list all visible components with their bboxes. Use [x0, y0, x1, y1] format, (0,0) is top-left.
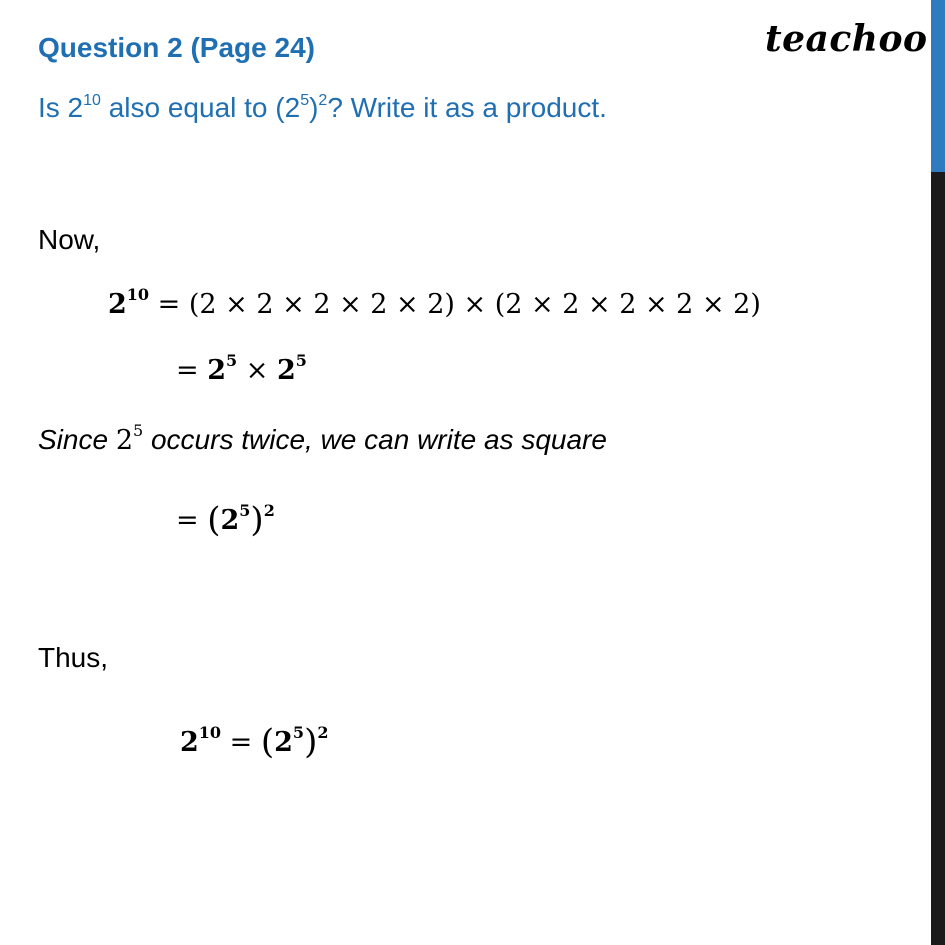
outer-exponent: 2 — [263, 501, 275, 520]
power-base: 2 — [274, 727, 293, 758]
equals-sign: = — [176, 355, 208, 386]
equals-sign: = — [221, 727, 261, 758]
question-exponent: 10 — [83, 92, 101, 109]
now-label: Now, — [38, 224, 101, 255]
question-exponent: 2 — [318, 92, 328, 109]
power-base: 2 — [180, 727, 199, 758]
power-exponent: 10 — [198, 723, 222, 742]
expanded-product: = (2 × 2 × 2 × 2 × 2) × (2 × 2 × 2 × 2 × 2) — [149, 289, 761, 320]
power-base: 2 — [220, 505, 240, 536]
power-exponent: 10 — [126, 285, 150, 304]
equation-line-2 — [176, 351, 307, 386]
teachoo-logo[interactable]: teachoo — [765, 18, 928, 60]
scrollbar-thumb[interactable] — [931, 0, 945, 172]
since-statement — [38, 421, 607, 456]
outer-exponent: 2 — [317, 723, 329, 742]
power-exponent: 5 — [239, 501, 251, 520]
power-base: 2 — [207, 355, 227, 386]
question-part: also equal to (2 — [100, 92, 301, 123]
since-text: Since — [38, 424, 116, 455]
question-part: Is 2 — [38, 92, 84, 123]
open-paren: ( — [207, 500, 221, 540]
question-part: ? Write it as a product. — [327, 92, 607, 123]
power-exponent: 5 — [133, 421, 144, 440]
close-paren: ) — [304, 722, 318, 762]
power-base: 2 — [276, 355, 296, 386]
equals-sign: = — [176, 505, 208, 536]
question-title: Question 2 (Page 24) — [38, 32, 315, 63]
thus-label: Thus, — [38, 642, 109, 673]
equation-line-3 — [176, 500, 275, 540]
open-paren: ( — [260, 722, 275, 762]
times-sign: × — [237, 355, 277, 386]
power-exponent: 5 — [292, 723, 305, 742]
question-part: ) — [309, 92, 319, 123]
equation-line-1 — [108, 285, 761, 320]
power-exponent: 5 — [226, 351, 238, 370]
power-exponent: 5 — [295, 351, 307, 370]
question-exponent: 5 — [300, 92, 310, 109]
power-base: 2 — [108, 289, 127, 320]
since-text: occurs twice, we can write as square — [143, 424, 607, 455]
power-base: 2 — [115, 425, 134, 456]
close-paren: ) — [250, 500, 264, 540]
final-equation — [180, 722, 328, 762]
question-text — [38, 92, 607, 124]
